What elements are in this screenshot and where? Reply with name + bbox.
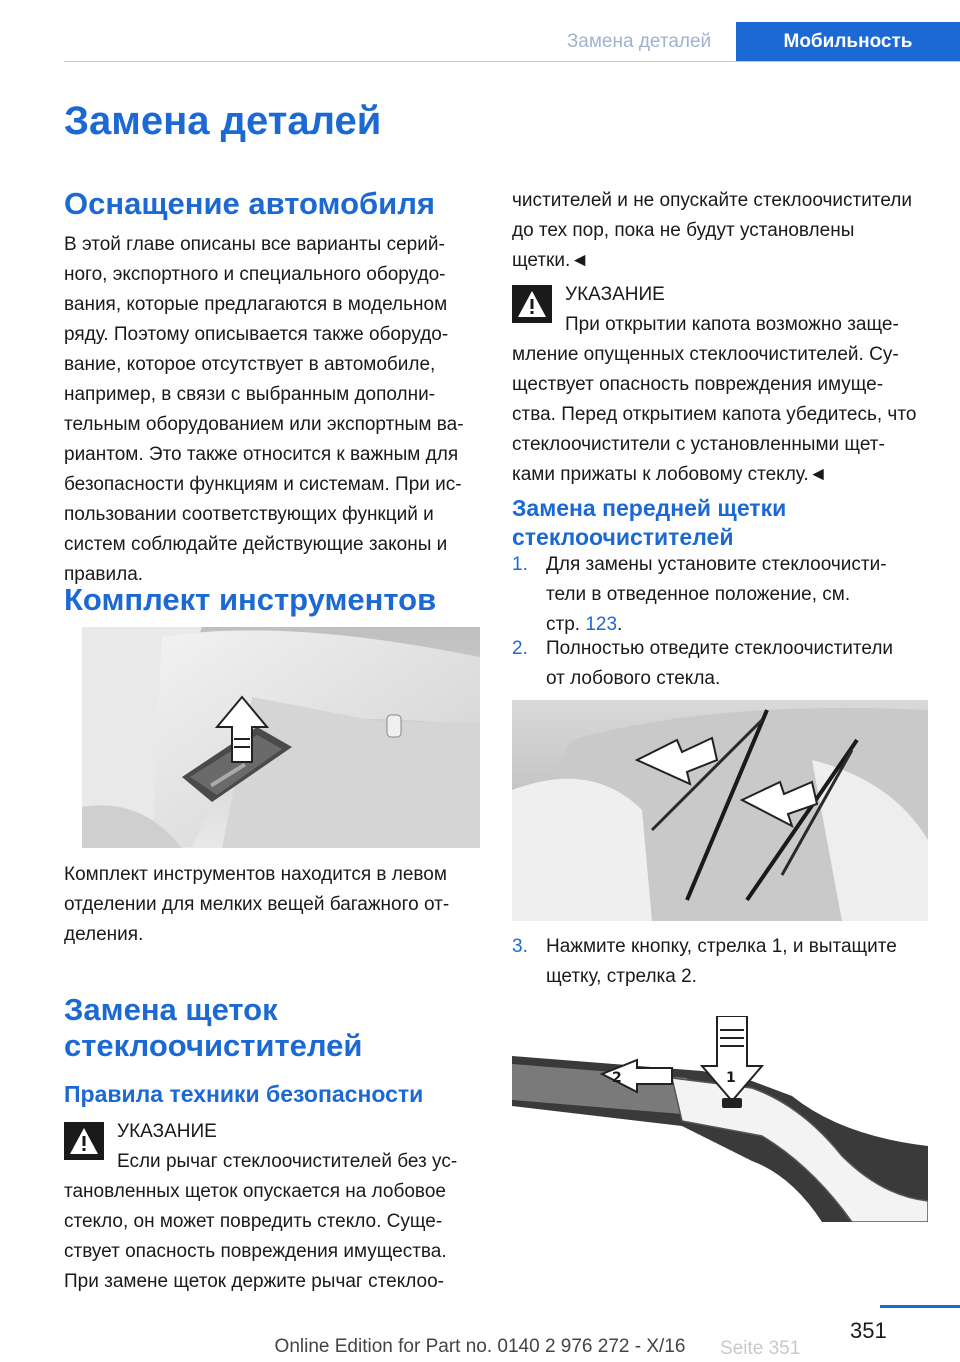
note1-text: Если рычаг стеклоочистителей без ус- тановленных щеток опускается на лобовое стекло, он может повредить стекло. Суще- ствует опасность повреждения имущества. При замене щеток держите рычаг стеклоо- bbox=[64, 1151, 458, 1292]
watermark-text: Seite 351 bbox=[720, 1338, 801, 1359]
header-chapter-tab[interactable]: Мобильность bbox=[736, 22, 960, 62]
safety-heading: Правила техники безопасности bbox=[64, 1081, 424, 1107]
tool-kit-image bbox=[82, 627, 480, 848]
wipers-heading: Замена щеток стеклоочистителей bbox=[64, 992, 363, 1063]
edition-footer: Online Edition for Part no. 0140 2 976 272 - X/16 bbox=[274, 1336, 686, 1357]
step-text: Для замены установите стеклоочисти- тели в отведенное положение, см. стр. 123. bbox=[546, 554, 887, 635]
wiper-blade-image bbox=[512, 1016, 928, 1222]
equipment-heading: Оснащение автомобиля bbox=[64, 186, 435, 221]
step-number: 2. bbox=[512, 638, 528, 659]
arrow-2-label: 2 bbox=[612, 1070, 622, 1086]
step-number: 1. bbox=[512, 554, 528, 575]
wiper-blade-illustration bbox=[512, 1016, 928, 1222]
arrow-1-label: 1 bbox=[726, 1070, 736, 1086]
windshield-illustration bbox=[512, 700, 928, 921]
windshield-wipers-image bbox=[512, 700, 928, 921]
tools-heading: Комплект инструментов bbox=[64, 582, 437, 617]
front-wiper-heading: Замена передней щетки стеклоочистителей bbox=[512, 495, 787, 550]
tools-paragraph: Комплект инструментов находится в левом отделении для мелких вещей багажного от- деления. bbox=[64, 864, 450, 945]
page-title: Замена деталей bbox=[64, 99, 382, 143]
header-rule bbox=[64, 61, 960, 62]
note2-label: УКАЗАНИЕ bbox=[565, 284, 665, 305]
header-section-tab[interactable]: Замена деталей bbox=[566, 31, 712, 52]
step-text: Полностью отведите стеклоочистители от лобового стекла. bbox=[546, 638, 894, 689]
equipment-paragraph: В этой главе описаны все варианты серий- ного, экспортного и специального оборудо- вания, которые предлагаются в модельном ряду. Поэтому описывается также оборудо- вание, которое отсутствует в автомобиле, например, в связи с выбранным дополни- тельным оборудованием или экспортным ва- риантом. Это также относится к важным для безопасности функциям и системам. При ис- пользовании соответствующих функций и систем соблюдайте действующие законы и правила. bbox=[64, 234, 464, 585]
step-text: Нажмите кнопку, стрелка 1, и вытащите щетку, стрелка 2. bbox=[546, 936, 897, 987]
step-number: 3. bbox=[512, 936, 528, 957]
tool-kit-illustration bbox=[82, 627, 480, 848]
page-number-rule bbox=[880, 1305, 960, 1308]
note2-text: При открытии капота возможно заще- мление опущенных стеклоочистителей. Су- ществует опасность повреждения имуще- ства. Перед открытием капота убедитесь, что стеклоочистители с установленными щет- ками прижаты к лобовому стеклу.◄ bbox=[512, 314, 917, 485]
note1-label: УКАЗАНИЕ bbox=[117, 1121, 217, 1142]
note1-continued: чистителей и не опускайте стеклоочистители до тех пор, пока не будут установлены щетки.◄ bbox=[512, 190, 912, 271]
page-link[interactable]: 123 bbox=[585, 614, 618, 635]
page-number: 351 bbox=[850, 1318, 887, 1343]
